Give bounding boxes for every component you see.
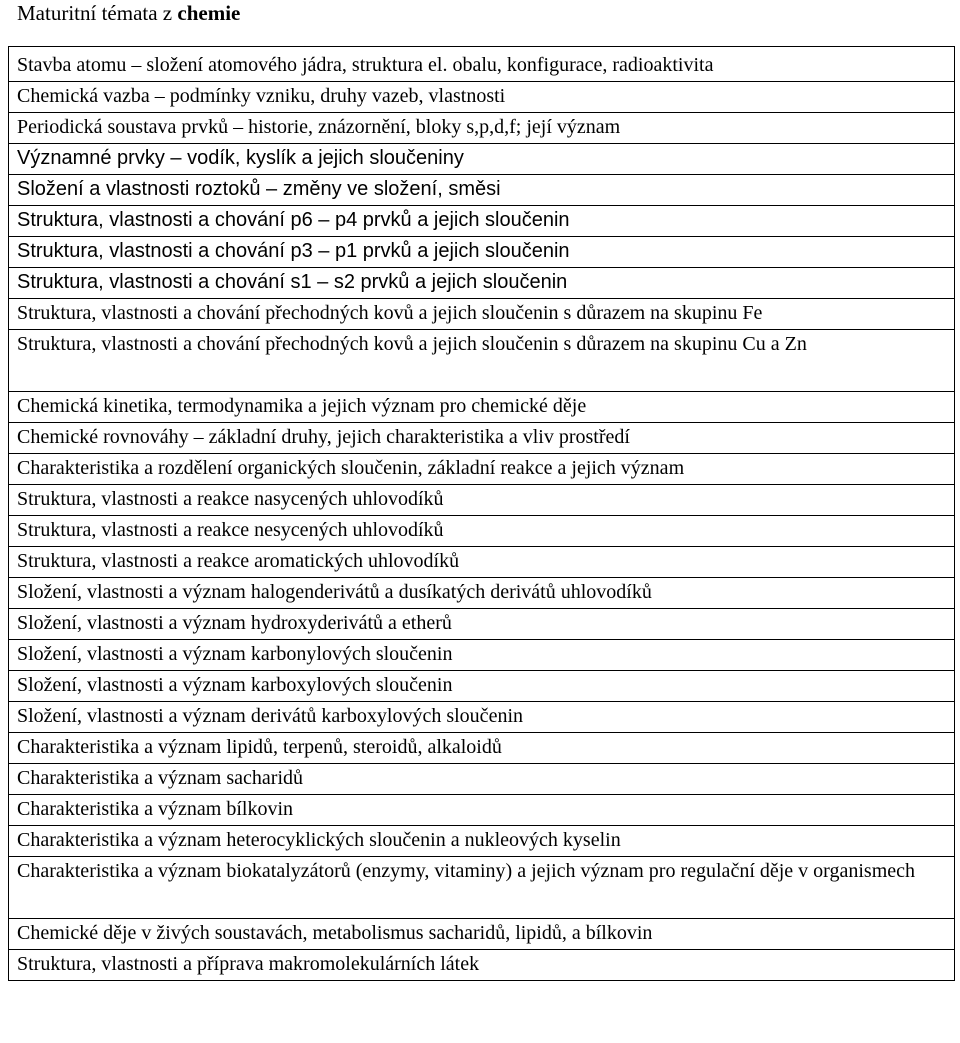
topic-cell: Struktura, vlastnosti a chování p3 – p1 prvků a jejich sloučenin — [9, 237, 955, 268]
topic-cell: Struktura, vlastnosti a reakce nesycených uhlovodíků — [9, 516, 955, 547]
topic-cell: Chemická kinetika, termodynamika a jejich význam pro chemické děje — [9, 392, 955, 423]
topic-cell: Periodická soustava prvků – historie, znázornění, bloky s,p,d,f; její význam — [9, 113, 955, 144]
topic-cell: Chemické děje v živých soustavách, metabolismus sacharidů, lipidů, a bílkovin — [9, 919, 955, 950]
table-row — [9, 702, 955, 733]
topic-cell: Chemické rovnováhy – základní druhy, jejich charakteristika a vliv prostředí — [9, 423, 955, 454]
table-row — [9, 609, 955, 640]
topic-cell: Složení, vlastnosti a význam karbonylových sloučenin — [9, 640, 955, 671]
table-row — [9, 826, 955, 857]
topic-cell: Stavba atomu – složení atomového jádra, struktura el. obalu, konfigurace, radioaktivita — [9, 47, 955, 82]
table-row — [9, 919, 955, 950]
table-row — [9, 671, 955, 702]
topic-cell: Struktura, vlastnosti a chování p6 – p4 prvků a jejich sloučenin — [9, 206, 955, 237]
table-row — [9, 392, 955, 423]
topic-cell: Složení, vlastnosti a význam derivátů karboxylových sloučenin — [9, 702, 955, 733]
table-row — [9, 857, 955, 919]
table-row — [9, 206, 955, 237]
page-title — [17, 0, 240, 26]
table-row — [9, 795, 955, 826]
page-title-prefix: Maturitní témata z — [17, 1, 178, 25]
topics-table — [8, 46, 955, 981]
table-row — [9, 764, 955, 795]
table-row — [9, 113, 955, 144]
topic-cell: Charakteristika a rozdělení organických sloučenin, základní reakce a jejich význam — [9, 454, 955, 485]
table-row — [9, 144, 955, 175]
table-row — [9, 423, 955, 454]
topic-cell: Charakteristika a význam heterocyklických sloučenin a nukleových kyselin — [9, 826, 955, 857]
topic-cell: Složení, vlastnosti a význam halogenderivátů a dusíkatých derivátů uhlovodíků — [9, 578, 955, 609]
table-row — [9, 330, 955, 392]
table-row — [9, 516, 955, 547]
table-row — [9, 578, 955, 609]
topic-cell: Struktura, vlastnosti a příprava makromolekulárních látek — [9, 950, 955, 981]
topic-cell: Složení, vlastnosti a význam karboxylových sloučenin — [9, 671, 955, 702]
table-row — [9, 82, 955, 113]
topic-cell: Struktura, vlastnosti a chování s1 – s2 prvků a jejich sloučenin — [9, 268, 955, 299]
table-row — [9, 950, 955, 981]
table-row — [9, 268, 955, 299]
topic-cell: Složení a vlastnosti roztoků – změny ve složení, směsi — [9, 175, 955, 206]
topic-cell: Struktura, vlastnosti a chování přechodných kovů a jejich sloučenin s důrazem na skupinu Cu a Zn — [9, 330, 955, 392]
topic-cell: Struktura, vlastnosti a reakce nasycených uhlovodíků — [9, 485, 955, 516]
topic-cell: Složení, vlastnosti a význam hydroxyderivátů a etherů — [9, 609, 955, 640]
table-row — [9, 237, 955, 268]
topic-cell: Charakteristika a význam bílkovin — [9, 795, 955, 826]
topic-cell: Charakteristika a význam sacharidů — [9, 764, 955, 795]
table-row — [9, 454, 955, 485]
table-row — [9, 733, 955, 764]
page-title-subject: chemie — [177, 1, 241, 25]
topic-cell: Významné prvky – vodík, kyslík a jejich sloučeniny — [9, 144, 955, 175]
topic-cell: Charakteristika a význam lipidů, terpenů, steroidů, alkaloidů — [9, 733, 955, 764]
table-row — [9, 547, 955, 578]
table-row — [9, 47, 955, 82]
table-row — [9, 485, 955, 516]
table-row — [9, 640, 955, 671]
table-row — [9, 175, 955, 206]
topic-cell: Charakteristika a význam biokatalyzátorů (enzymy, vitaminy) a jejich význam pro regulační děje v organismech — [9, 857, 955, 919]
table-row — [9, 299, 955, 330]
topic-cell: Chemická vazba – podmínky vzniku, druhy vazeb, vlastnosti — [9, 82, 955, 113]
topic-cell: Struktura, vlastnosti a reakce aromatických uhlovodíků — [9, 547, 955, 578]
topic-cell: Struktura, vlastnosti a chování přechodných kovů a jejich sloučenin s důrazem na skupinu Fe — [9, 299, 955, 330]
